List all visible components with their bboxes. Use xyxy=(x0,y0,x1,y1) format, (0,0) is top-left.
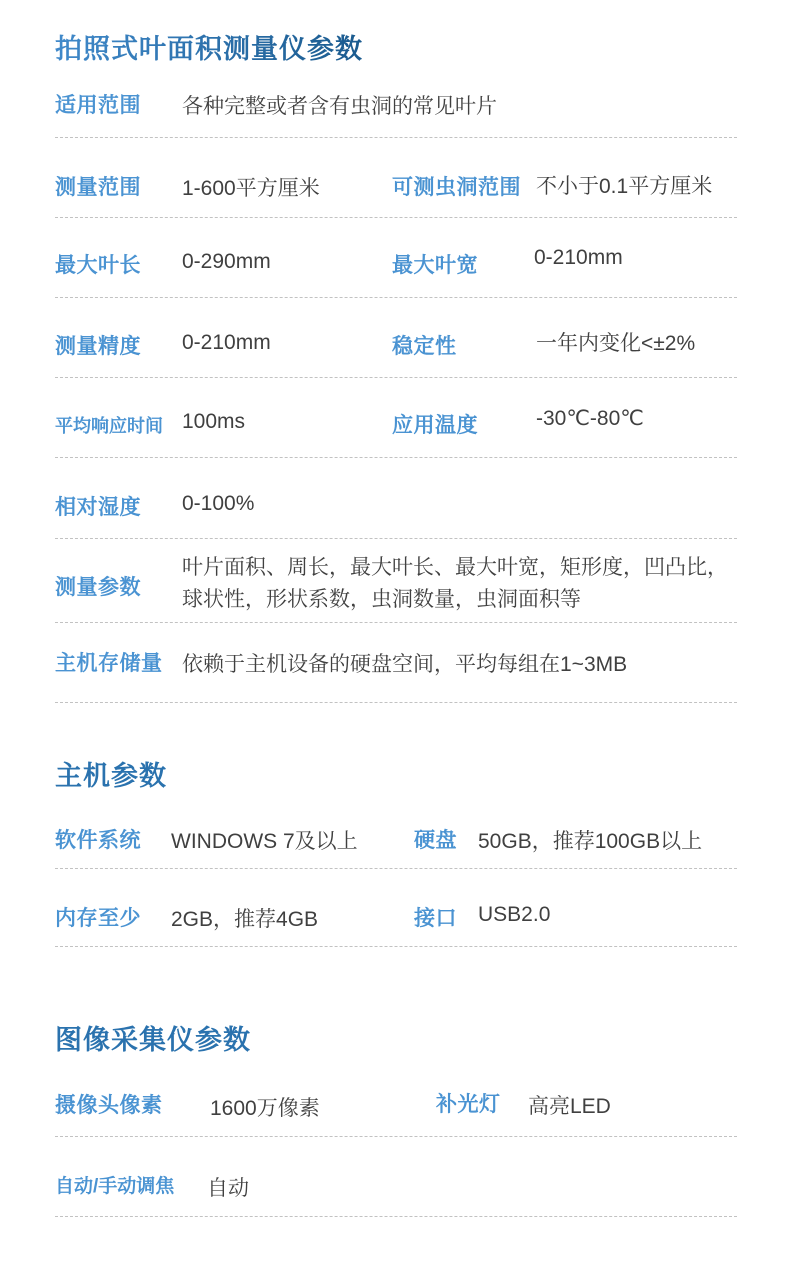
spec-value: 0-210mm xyxy=(182,331,271,354)
spec-label: 测量范围 xyxy=(55,176,141,199)
spec-label: 补光灯 xyxy=(436,1093,501,1116)
spec-value: 依赖于主机设备的硬盘空间，平均每组在1~3MB xyxy=(182,653,628,676)
row-divider xyxy=(55,217,737,218)
row-divider xyxy=(55,297,737,298)
row-divider xyxy=(55,702,737,703)
row-divider xyxy=(55,622,737,623)
spec-value: 1-600平方厘米 xyxy=(182,177,320,200)
spec-label: 硬盘 xyxy=(414,829,457,852)
spec-label: 内存至少 xyxy=(55,907,141,930)
spec-value: 一年内变化<±2% xyxy=(536,332,696,355)
spec-label: 适用范围 xyxy=(55,94,141,117)
spec-label: 稳定性 xyxy=(392,335,457,358)
spec-value: 0-210mm xyxy=(534,246,623,269)
spec-label: 主机存储量 xyxy=(55,652,163,675)
spec-value: 0-290mm xyxy=(182,250,271,273)
spec-value: USB2.0 xyxy=(478,903,551,926)
spec-value: -30℃-80℃ xyxy=(536,407,644,430)
page-title: 拍照式叶面积测量仪参数 xyxy=(55,27,363,66)
spec-label: 测量精度 xyxy=(55,335,141,358)
spec-value: WINDOWS 7及以上 xyxy=(171,830,358,853)
row-divider xyxy=(55,457,737,458)
spec-label: 应用温度 xyxy=(392,414,478,437)
spec-label: 最大叶长 xyxy=(55,254,141,277)
spec-value: 50GB，推荐100GB以上 xyxy=(478,830,703,853)
spec-label: 可测虫洞范围 xyxy=(392,176,521,199)
row-divider xyxy=(55,377,737,378)
spec-value: 高亮LED xyxy=(528,1095,611,1118)
row-divider xyxy=(55,868,737,869)
row-divider xyxy=(55,946,737,947)
spec-value: 叶片面积、周长，最大叶长、最大叶宽，矩形度，凹凸比，球状性，形状系数，虫洞数量，虫洞面积等 xyxy=(182,556,728,611)
spec-label: 测量参数 xyxy=(55,576,141,599)
row-divider xyxy=(55,1216,737,1217)
spec-value: 不小于0.1平方厘米 xyxy=(536,175,713,198)
row-divider xyxy=(55,538,737,539)
row-divider xyxy=(55,1136,737,1137)
spec-label: 相对湿度 xyxy=(55,496,141,519)
section-title-host: 主机参数 xyxy=(55,761,167,791)
spec-label: 自动/手动调焦 xyxy=(55,1176,175,1197)
spec-label: 接口 xyxy=(414,907,457,930)
spec-value: 各种完整或者含有虫洞的常见叶片 xyxy=(182,95,497,118)
spec-label: 摄像头像素 xyxy=(55,1094,163,1117)
spec-value: 2GB，推荐4GB xyxy=(171,908,319,931)
section-title-camera: 图像采集仪参数 xyxy=(55,1025,251,1055)
spec-label: 最大叶宽 xyxy=(392,254,478,277)
row-divider xyxy=(55,137,737,138)
spec-label: 软件系统 xyxy=(55,829,141,852)
spec-value: 100ms xyxy=(182,410,246,433)
spec-value: 自动 xyxy=(207,1177,249,1200)
spec-value: 0-100% xyxy=(182,492,255,515)
spec-label: 平均响应时间 xyxy=(55,416,163,436)
spec-value: 1600万像素 xyxy=(210,1097,320,1120)
